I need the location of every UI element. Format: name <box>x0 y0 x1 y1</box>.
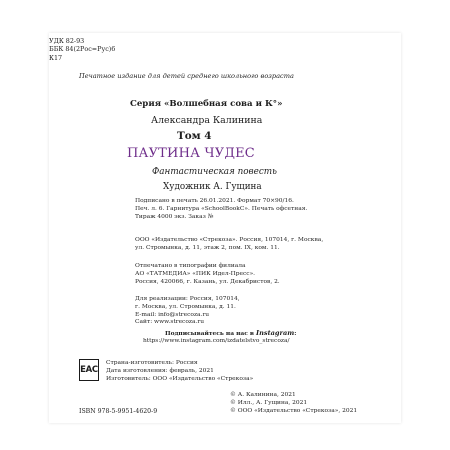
series-title: Серия «Волшебная сова и К°» <box>130 99 283 109</box>
subscribe-line <box>165 329 296 337</box>
sales-line: г. Москва, ул. Стромынка, д. 11. <box>135 303 236 310</box>
illustrator-credit: Художник А. Гущина <box>163 182 262 192</box>
copyright-line: © А. Калинина, 2021 <box>230 392 296 398</box>
printer-info <box>135 263 280 286</box>
author-name: Александра Калинина <box>151 115 263 126</box>
instagram-wordmark: Instagram <box>256 329 295 337</box>
eac-certification-icon: EAC <box>79 359 99 381</box>
publisher-info <box>135 237 323 253</box>
subscribe-colon: : <box>294 330 297 337</box>
udk-code: УДК 82-93 <box>49 37 85 45</box>
sales-contact-info <box>135 296 240 327</box>
sales-website: Сайт: www.strecoza.ru <box>135 319 204 326</box>
bbk-code: ББК 84(2Рос=Рус)6 <box>49 45 116 54</box>
author-code: К17 <box>49 53 63 62</box>
copyright-line: © Илл., А. Гущина, 2021 <box>230 400 308 407</box>
manufacturer: Изготовитель: ООО «Издательство «Стрекоза» <box>106 376 254 383</box>
instagram-url: https://www.instagram.com/izdatelstvo_strecoza/ <box>143 338 290 344</box>
copyright-block <box>230 391 357 416</box>
pub-info-line: Тираж 4000 экз. Заказ № <box>135 213 214 220</box>
origin-country: Страна-изготовитель: Россия <box>106 360 198 366</box>
book-imprint-page <box>49 33 401 423</box>
publisher-line: ул. Стромынка, д. 11, этаж 2, пом. IX, ком. 11. <box>135 244 280 251</box>
genre-label: Фантастическая повесть <box>152 167 277 177</box>
pub-info-line: Печ. л. 6. Гарнитура «SchoolBookC». Печать офсетная. <box>135 205 308 212</box>
classification-block <box>49 37 115 62</box>
printer-line: АО «ТАТМЕДИА» «ПИК Идел-Пресс». <box>135 270 256 277</box>
copyright-line: © ООО «Издательство «Стрекоза», 2021 <box>230 408 358 415</box>
pub-info-line: Подписано в печать 26.01.2021. Формат 70×90/16. <box>135 198 294 204</box>
subscribe-text: Подписывайтесь на нас в <box>165 330 254 337</box>
book-title: ПАУТИНА ЧУДЕС <box>127 146 255 161</box>
sales-line: Для реализации: Россия, 107014, <box>135 296 240 302</box>
manufacture-date: Дата изготовления: февраль, 2021 <box>106 368 214 375</box>
sales-email: E-mail: info@strecoza.ru <box>135 311 210 318</box>
audience-note: Печатное издание для детей среднего школьного возраста <box>79 72 294 80</box>
volume-number: Том 4 <box>177 130 212 142</box>
publisher-line: ООО «Издательство «Стрекоза». Россия, 107014, г. Москва, <box>135 237 324 243</box>
printer-line: Россия, 420066, г. Казань, ул. Декабристов, 2. <box>135 278 280 285</box>
isbn-number: ISBN 978-5-9951-4620-9 <box>79 408 158 415</box>
publication-info <box>135 198 307 221</box>
printer-line: Отпечатано в типографии филиала <box>135 263 246 269</box>
manufacturer-info <box>106 359 253 384</box>
